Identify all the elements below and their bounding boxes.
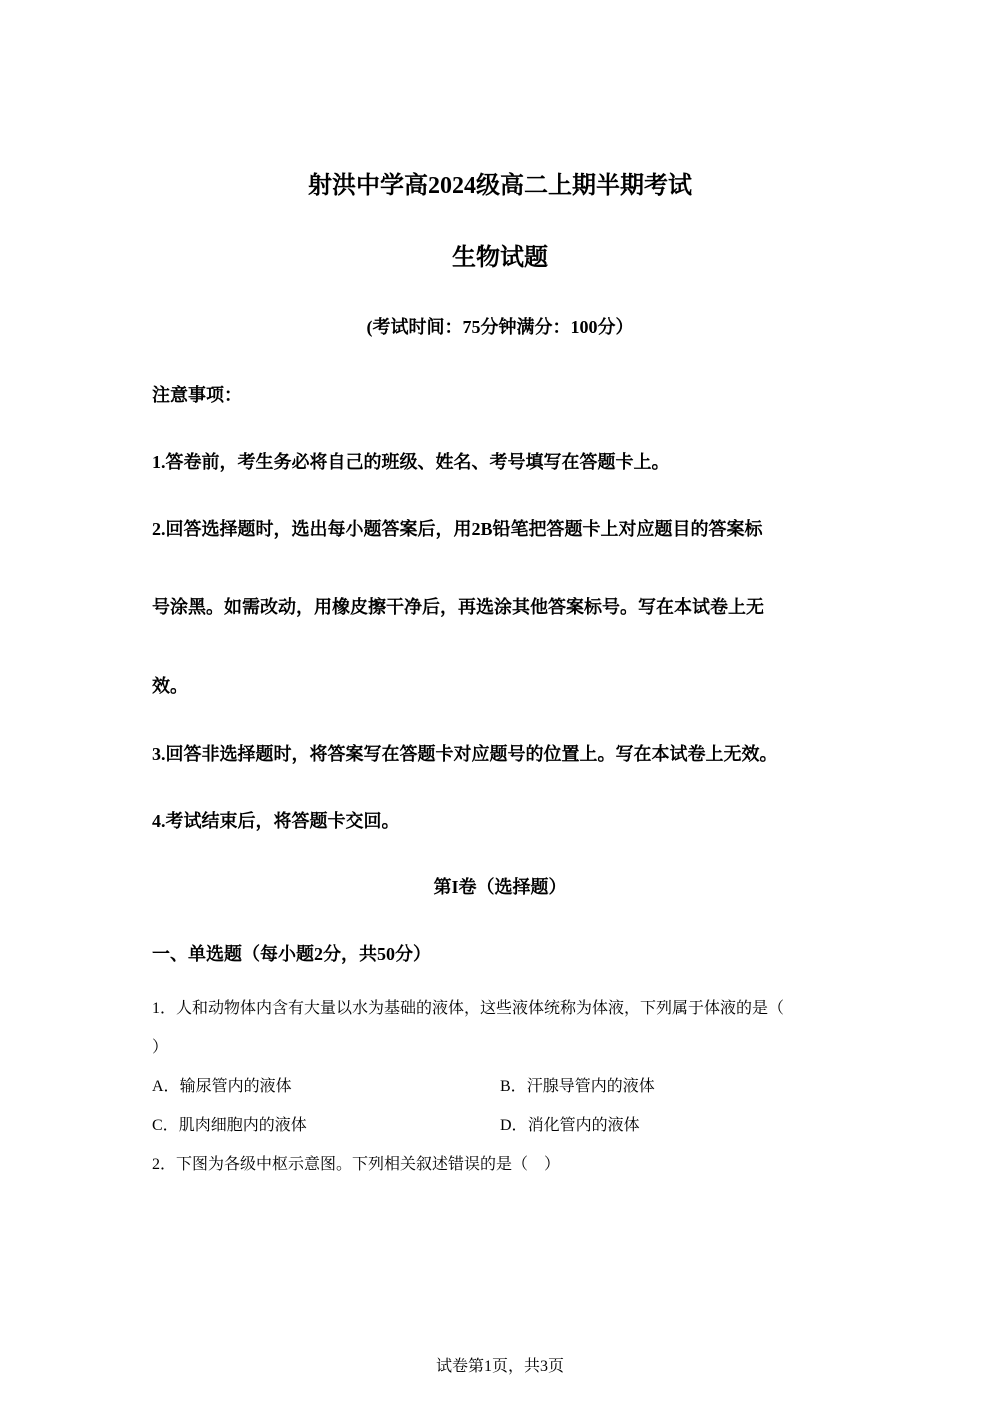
question-1-option-a: [152, 1075, 292, 1099]
option-letter: D．: [500, 1117, 528, 1134]
option-letter: B．: [500, 1078, 527, 1095]
question-1-option-c: [152, 1114, 307, 1138]
note-item-3: 3.回答非选择题时，将答案写在答题卡对应题号的位置上。写在本试卷上无效。: [152, 744, 778, 764]
question-number: 2．: [152, 1156, 177, 1173]
page-footer: 试卷第1页，共3页: [435, 1358, 564, 1375]
note-item-2-line-1: 2.回答选择题时，选出每小题答案后，用2B铅笔把答题卡上对应题目的答案标: [152, 519, 763, 539]
note-item-4: 4.考试结束后，将答题卡交回。: [152, 811, 400, 831]
note-item-1: 1.答卷前，考生务必将自己的班级、姓名、考号填写在答题卡上。: [152, 452, 670, 472]
question-1-option-b: [500, 1075, 655, 1099]
question-number: 1．: [152, 1000, 177, 1017]
subject-title: 生物试题: [452, 245, 548, 271]
note-item-2-line-3: 效。: [152, 676, 188, 696]
notes-heading: 注意事项：: [152, 385, 242, 405]
question-1-option-d: [500, 1114, 640, 1138]
part-title: 第I卷（选择题）: [433, 877, 567, 897]
option-text: 肌肉细胞内的液体: [178, 1117, 307, 1134]
option-letter: A．: [152, 1078, 180, 1095]
question-stem: 人和动物体内含有大量以水为基础的液体，这些液体统称为体液，下列属于体液的是（: [176, 1000, 785, 1017]
exam-info: (考试时间：75分钟满分：100分）: [366, 317, 634, 337]
question-2-stem: [152, 1153, 560, 1177]
question-1-stem-line-1: [152, 997, 784, 1021]
option-text: 消化管内的液体: [527, 1117, 640, 1134]
question-stem: 下图为各级中枢示意图。下列相关叙述错误的是（ ）: [176, 1156, 561, 1173]
note-item-2-line-2: 号涂黑。如需改动，用橡皮擦干净后，再选涂其他答案标号。写在本试卷上无: [152, 597, 764, 617]
option-letter: C．: [152, 1117, 179, 1134]
question-1-stem-line-2: ）: [152, 1039, 169, 1056]
section-heading: 一、单选题（每小题2分，共50分）: [152, 944, 431, 964]
exam-title: 射洪中学高2024级高二上期半期考试: [308, 173, 692, 199]
option-text: 汗腺导管内的液体: [526, 1078, 655, 1095]
option-text: 输尿管内的液体: [179, 1078, 292, 1095]
